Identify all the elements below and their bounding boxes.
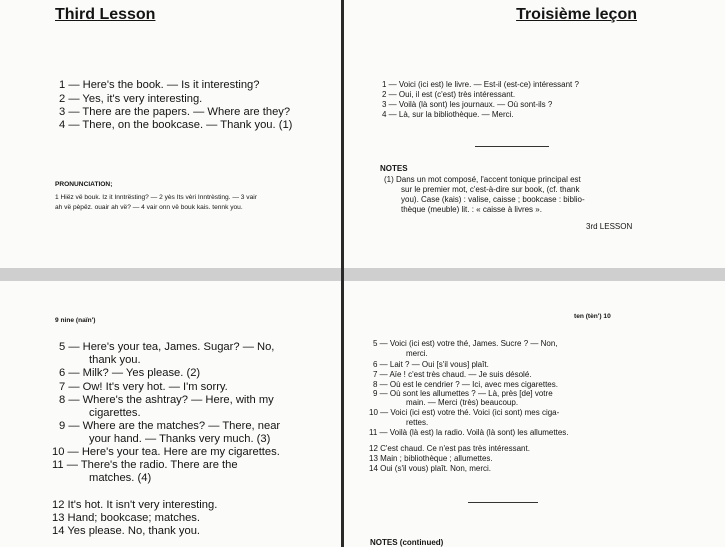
english-line-4: 4 — There, on the bookcase. — Thank you. (1) [59, 119, 293, 131]
english-line-11b: matches. (4) [89, 472, 152, 484]
french-line-10: 10 — Voici (ici est) votre thé. Voici (ici sont) mes ciga- [369, 408, 560, 417]
french-line-10b: rettes. [406, 418, 429, 427]
french-line-6: 6 — Lait ? — Oui [s'il vous] plaît. [373, 360, 489, 369]
french-line-7: 7 — Aïe ! c'est très chaud. — Je suis désolé. [373, 370, 532, 379]
french-line-2: 2 — Oui, il est (c'est) très intéressant. [382, 90, 516, 99]
lesson-footer: 3rd LESSON [586, 222, 633, 231]
pronunciation-heading: PRONUNCIATION; [55, 181, 113, 188]
note-line-4: thèque (meuble) lit. : « caisse à livres ». [401, 205, 542, 214]
scan-gap-horizontal [0, 268, 725, 281]
english-line-11: 11 — There's the radio. There are the [52, 459, 238, 471]
note-line-1: (1) Dans un mot composé, l'accent tonique principal est [384, 175, 581, 184]
english-line-5b: thank you. [89, 354, 141, 366]
english-line-6: 6 — Milk? — Yes please. (2) [59, 367, 201, 379]
french-line-9b: main. — Merci (très) beaucoup. [406, 398, 519, 407]
page-gutter [341, 0, 344, 547]
page-third-lesson [0, 0, 341, 268]
english-line-14: 14 Yes please. No, thank you. [52, 525, 201, 537]
notes-heading: NOTES [380, 164, 408, 173]
lesson-title-english: Third Lesson [55, 6, 156, 23]
french-line-4: 4 — Là, sur la bibliothèque. — Merci. [382, 110, 514, 119]
page-number-label: 9 nine (naïn') [55, 317, 96, 324]
page-ten [344, 281, 725, 547]
page-number-label: ten (tèn') 10 [574, 313, 611, 320]
lesson-title-french: Troisième leçon [516, 6, 637, 23]
english-line-1: 1 — Here's the book. — Is it interesting? [59, 79, 260, 91]
notes-continued-heading: NOTES (continued) [370, 538, 444, 547]
french-line-3: 3 — Voilà (là sont) les journaux. — Où sont-ils ? [382, 100, 553, 109]
english-line-8: 8 — Where's the ashtray? — Here, with my [59, 394, 274, 406]
french-line-1: 1 — Voici (ici est) le livre. — Est-il (est-ce) intéressant ? [382, 80, 579, 89]
english-line-13: 13 Hand; bookcase; matches. [52, 512, 201, 524]
note-line-3: you). Case (kais) : valise, caisse ; bookcase : biblio- [401, 195, 585, 204]
divider-rule [475, 146, 549, 147]
english-line-8b: cigarettes. [89, 407, 141, 419]
french-line-5: 5 — Voici (ici est) votre thé, James. Sucre ? — Non, [373, 339, 558, 348]
french-line-13: 13 Main ; bibliothèque ; allumettes. [369, 454, 493, 463]
english-line-9: 9 — Where are the matches? — There, near [59, 420, 281, 432]
page-troisieme-lecon [344, 0, 725, 268]
french-line-11: 11 — Voilà (là est) la radio. Voilà (là sont) les allumettes. [369, 428, 569, 437]
french-line-5b: merci. [406, 349, 428, 358]
english-line-3: 3 — There are the papers. — Where are they? [59, 106, 291, 118]
english-line-12: 12 It's hot. It isn't very interesting. [52, 499, 218, 511]
english-line-5: 5 — Here's your tea, James. Sugar? — No, [59, 341, 275, 353]
english-line-10: 10 — Here's your tea. Here are my cigarettes. [52, 446, 280, 458]
french-line-14: 14 Oui (s'il vous) plaît. Non, merci. [369, 464, 492, 473]
page-nine [0, 281, 341, 547]
english-line-9b: your hand. — Thanks very much. (3) [89, 433, 271, 445]
english-line-7: 7 — Ow! It's very hot. — I'm sorry. [59, 381, 228, 393]
french-line-12: 12 C'est chaud. Ce n'est pas très intéressant. [369, 444, 530, 453]
english-line-2: 2 — Yes, it's very interesting. [59, 93, 203, 105]
pronunciation-line-1: 1 Hiëz vë bouk. Iz it Inntrësting? — 2 yès Its vèri Inntrèsting. — 3 vair [55, 194, 257, 201]
french-line-9: 9 — Où sont les allumettes ? — Là, près [de] votre [373, 389, 553, 398]
divider-rule [468, 502, 538, 503]
french-line-8: 8 — Où est le cendrier ? — Ici, avec mes cigarettes. [373, 380, 558, 389]
note-line-2: sur le premier mot, c'est-à-dire sur book, (cf. thank [401, 185, 580, 194]
pronunciation-line-2: ah vë pèpëz. ouair ah vë? — 4 vair onn vë bouk kais. tennk you. [55, 204, 243, 211]
